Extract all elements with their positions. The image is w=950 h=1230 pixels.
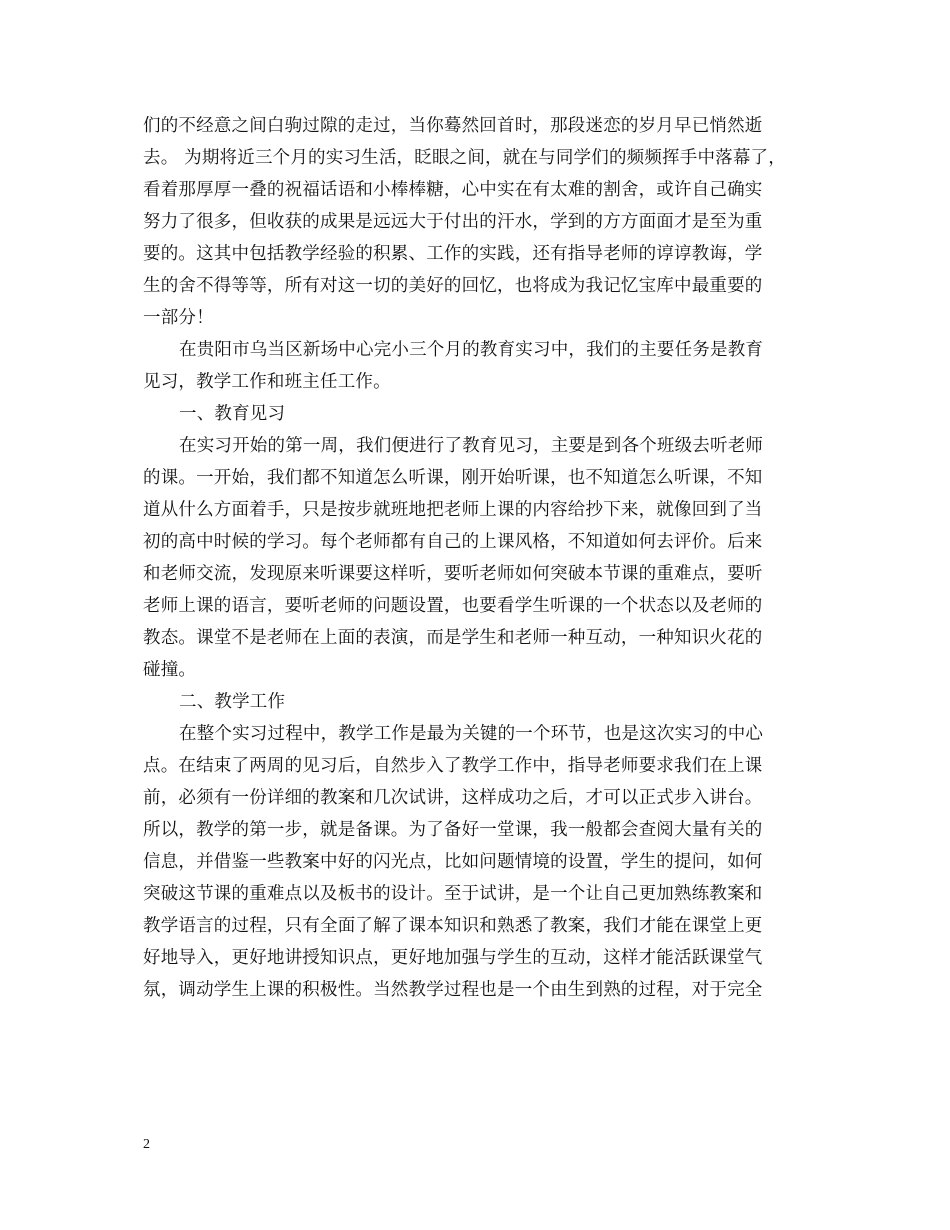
text-line: 教态。课堂不是老师在上面的表演，而是学生和老师一种互动，一种知识火花的 <box>143 628 763 648</box>
text-line: 好地导入，更好地讲授知识点，更好地加强与学生的互动，这样才能活跃课堂气 <box>143 948 763 968</box>
text-line: 道从什么方面着手，只是按步就班地把老师上课的内容给抄下来，就像回到了当 <box>143 500 763 520</box>
text-line: 要的。这其中包括教学经验的积累、工作的实践，还有指导老师的谆谆教诲，学 <box>143 244 763 264</box>
text-line: 一、教育见习 <box>179 404 286 424</box>
document-body <box>143 110 808 1006</box>
text-line: 突破这节课的重难点以及板书的设计。至于试讲，是一个让自己更加熟练教案和 <box>143 884 763 904</box>
text-line: 二、教学工作 <box>179 692 286 712</box>
text-line: 去。 为期将近三个月的实习生活，眨眼之间，就在与同学们的频频挥手中落幕了， <box>143 148 786 168</box>
text-line: 看着那厚厚一叠的祝福话语和小棒棒糖，心中实在有太难的割舍，或许自己确实 <box>143 180 763 200</box>
text-line: 见习，教学工作和班主任工作。 <box>143 372 391 392</box>
text-line: 教学语言的过程，只有全面了解了课本知识和熟悉了教案，我们才能在课堂上更 <box>143 916 763 936</box>
text-line: 老师上课的语言，要听老师的问题设置，也要看学生听课的一个状态以及老师的 <box>143 596 763 616</box>
text-line: 信息，并借鉴一些教案中好的闪光点，比如问题情境的设置，学生的提问，如何 <box>143 852 763 872</box>
text-line: 在实习开始的第一周，我们便进行了教育见习，主要是到各个班级去听老师 <box>179 436 764 456</box>
text-line: 初的高中时候的学习。每个老师都有自己的上课风格，不知道如何去评价。后来 <box>143 532 763 552</box>
text-line: 和老师交流，发现原来听课要这样听，要听老师如何突破本节课的重难点，要听 <box>143 564 763 584</box>
text-line: 前，必须有一份详细的教案和几次试讲，这样成功之后，才可以正式步入讲台。 <box>143 788 763 808</box>
text-line: 点。在结束了两周的见习后，自然步入了教学工作中，指导老师要求我们在上课 <box>143 756 763 776</box>
text-line: 一部分！ <box>143 308 214 328</box>
text-line: 的课。一开始，我们都不知道怎么听课，刚开始听课，也不知道怎么听课，不知 <box>143 468 763 488</box>
text-line: 们的不经意之间白驹过隙的走过，当你蓦然回首时，那段迷恋的岁月早已悄然逝 <box>143 116 763 136</box>
text-line: 努力了很多，但收获的成果是远远大于付出的汗水，学到的方方面面才是至为重 <box>143 212 763 232</box>
text-line: 在整个实习过程中，教学工作是最为关键的一个环节，也是这次实习的中心 <box>179 724 764 744</box>
text-line: 生的舍不得等等，所有对这一切的美好的回忆，也将成为我记忆宝库中最重要的 <box>143 276 763 296</box>
text-line: 碰撞。 <box>143 660 197 680</box>
text-line: 所以，教学的第一步，就是备课。为了备好一堂课，我一般都会查阅大量有关的 <box>143 820 763 840</box>
text-line: 氛，调动学生上课的积极性。当然教学过程也是一个由生到熟的过程，对于完全 <box>143 980 763 1000</box>
text-line: 在贵阳市乌当区新场中心完小三个月的教育实习中，我们的主要任务是教育 <box>179 340 764 360</box>
page-number: 2 <box>143 1137 150 1152</box>
